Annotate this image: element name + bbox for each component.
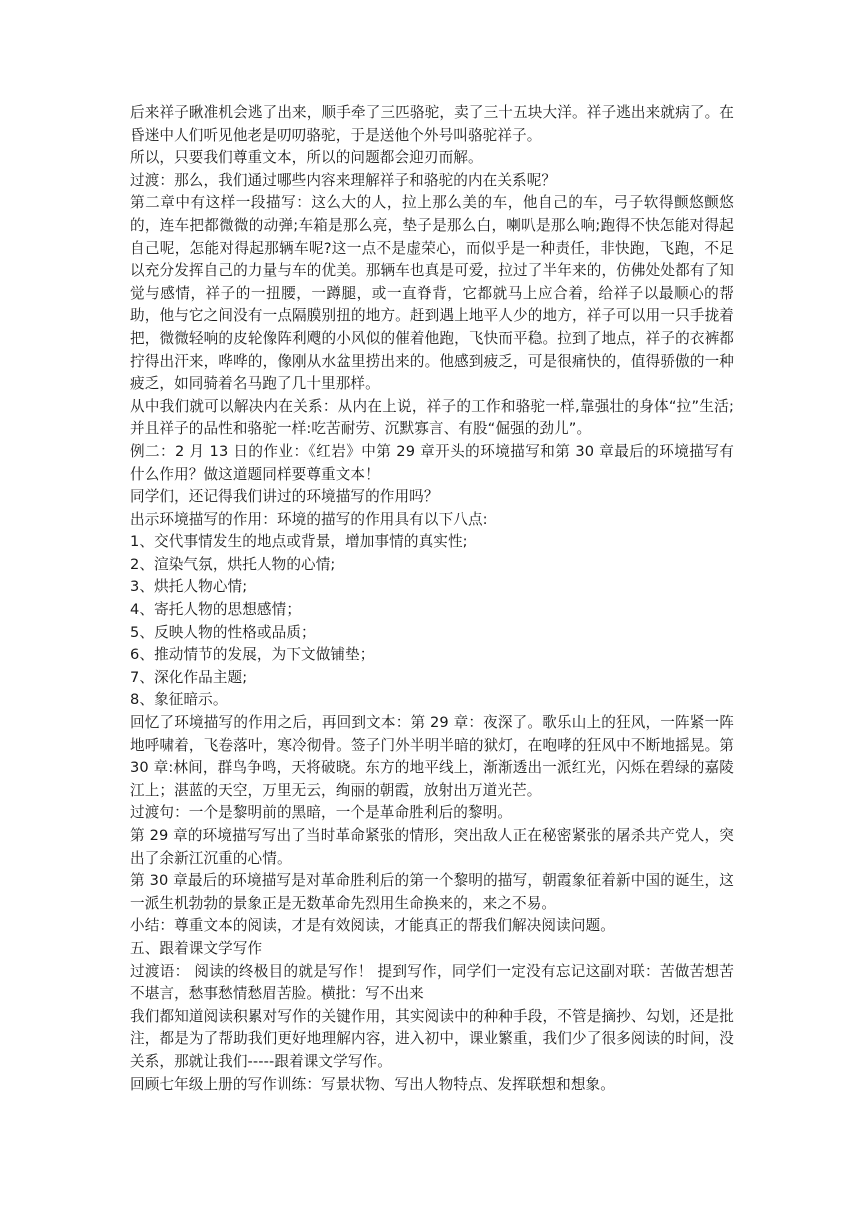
paragraph-transition-writing: 过渡语： 阅读的终极目的就是写作！ 提到写作，同学们一定没有忘记这副对联：苦做苦想苦不堪言，愁事愁情愁眉苦脸。横批：写不出来 [130, 962, 734, 1003]
list-item: 7、深化作品主题; [130, 668, 248, 686]
paragraph-environment-intro: 出示环境描写的作用：环境的描写的作用具有以下八点: [130, 510, 488, 528]
paragraph-chapter-30-analysis: 第 30 章最后的环境描写是对革命胜利后的第一个黎明的描写，朝霞象征着新中国的诞生，这一派生机勃勃的景象正是无数革命先烈用生命换来的，来之不易。 [130, 872, 734, 912]
document-page [130, 102, 734, 1096]
paragraph-example-two: 例二：2 月 13 日的作业：《红岩》中第 29 章开头的环境描写和第 30 章最后的环境描写有什么作用？做这道题同样要尊重文本！ [130, 442, 734, 483]
paragraph-xiangzi-escape: 后来祥子瞅准机会逃了出来，顺手牵了三匹骆驼，卖了三十五块大洋。祥子逃出来就病了。在昏迷中人们听见他老是叨叨骆驼，于是送他个外号叫骆驼祥子。 [130, 104, 734, 144]
section-heading: 五、跟着课文学写作 [130, 939, 263, 957]
list-item: 5、反映人物的性格或品质； [130, 623, 316, 641]
paragraph-review-grade-seven: 回顾七年级上册的写作训练：写景状物、写出人物特点、发挥联想和想象。 [130, 1075, 615, 1093]
paragraph-chapter-two-excerpt: 第二章中有这样一段描写：这么大的人，拉上那么美的车，他自己的车，弓子软得颤悠颤悠的，连车把都微微的动弹;车箱是那么亮，垫子是那么白，喇叭是那么响;跑得不快怎能对得起自己呢，怎能对得起那辆车呢?这一点不是虚荣心，而似乎是一种责任，非快跑，飞跑，不足以充分发挥自己的力量与车的优美。那辆车也真是可爱，拉过了半年来的，仿佛处处都有了知觉与感情，祥子的一扭腰，一蹲腿，或一直脊背，它都就马上应合着，给祥子以最顺心的帮助，他与它之间没有一点隔膜别扭的地方。赶到遇上地平人少的地方，祥子可以用一只手拢着把，微微轻响的皮轮像阵利飕的小风似的催着他跑，飞快而平稳。拉到了地点，祥子的衣裤都拧得出汗来，哗哗的，像刚从水盆里捞出来的。他感到疲乏，可是很痛快的，值得骄傲的一种疲乏，如同骑着名马跑了几十里那样。 [130, 194, 734, 393]
paragraph-reading-writing: 我们都知道阅读积累对写作的关键作用，其实阅读中的种种手段，不管是摘抄、勾划，还是批注，都是为了帮助我们更好地理解内容，进入初中，课业繁重，我们少了很多阅读的时间，没关系，那就让我们-----跟着课文学写作。 [130, 1007, 734, 1070]
list-item: 1、交代事情发生的地点或背景，增加事情的真实性; [130, 533, 468, 551]
list-item: 3、烘托人物心情; [130, 578, 248, 596]
list-item: 6、推动情节的发展，为下文做铺垫； [130, 646, 375, 664]
paragraph-transition-question: 过渡：那么，我们通过哪些内容来理解祥子和骆驼的内在关系呢？ [130, 171, 557, 189]
paragraph-recall-question: 同学们，还记得我们讲过的环境描写的作用吗？ [130, 488, 439, 506]
paragraph-respect-text: 所以，只要我们尊重文本，所以的问题都会迎刃而解。 [130, 149, 483, 167]
list-item: 2、渲染气氛，烘托人物的心情; [130, 555, 336, 573]
paragraph-summary: 小结：尊重文本的阅读，才是有效阅读，才能真正的帮我们解决阅读问题。 [130, 917, 615, 935]
list-item: 4、寄托人物的思想感情； [130, 601, 302, 619]
paragraph-back-to-text: 回忆了环境描写的作用之后，再回到文本：第 29 章：夜深了。歌乐山上的狂风，一阵紧一阵地呼啸着，飞卷落叶，寒冷彻骨。签子门外半明半暗的狱灯，在咆哮的狂风中不断地摇晃。第 30 章:林间，群鸟争鸣，天将破晓。东方的地平线上，渐渐透出一派红光，闪烁在碧绿的嘉陵江上；湛蓝的天空，万里无云，绚丽的朝霞，放射出万道光芒。 [130, 714, 734, 799]
list-item: 8、象征暗示。 [130, 691, 228, 709]
paragraph-inner-relation: 从中我们就可以解决内在关系：从内在上说，祥子的工作和骆驼一样,靠强壮的身体“拉”生活;并且祥子的品性和骆驼一样:吃苦耐劳、沉默寡言、有股“倔强的劲儿”。 [130, 397, 734, 438]
paragraph-transition-sentence: 过渡句：一个是黎明前的黑暗，一个是革命胜利后的黎明。 [130, 804, 513, 822]
paragraph-chapter-29-analysis: 第 29 章的环境描写写出了当时革命紧张的情形，突出敌人正在秘密紧张的屠杀共产党人，突出了余新江沉重的心情。 [130, 827, 734, 867]
